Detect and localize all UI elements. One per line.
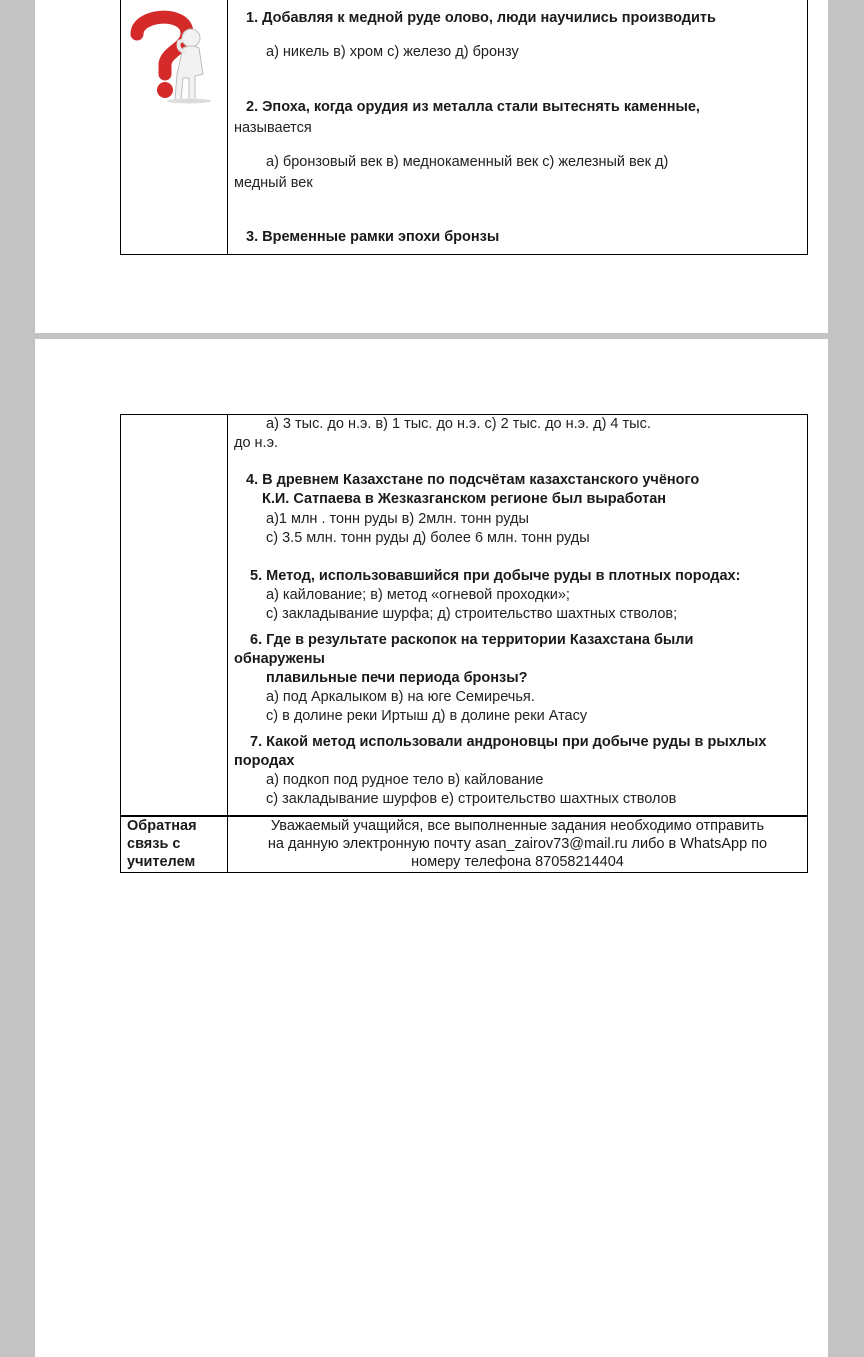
question-4-continued: К.И. Сатпаева в Жезказганском регионе был выработан — [262, 491, 667, 507]
question-6-continued-2: плавильные печи периода бронзы? — [266, 670, 528, 686]
question-3-options-continued: до н.э. — [234, 435, 279, 451]
question-6: 6. Где в результате раскопок на территории Казахстана были — [250, 632, 694, 648]
table-right-column — [228, 0, 807, 254]
question-7: 7. Какой метод использовали андроновцы при добыче руды в рыхлых — [250, 734, 767, 750]
feedback-label-line-3: учителем — [127, 854, 196, 870]
feedback-text-line-1: Уважаемый учащийся, все выполненные задания необходимо отправить — [270, 818, 765, 834]
question-4-options-2: с) 3.5 млн. тонн руды д) более 6 млн. тонн руды — [266, 530, 590, 546]
question-3-options: а) 3 тыс. до н.э. в) 1 тыс. до н.э. с) 2 тыс. до н.э. д) 4 тыс. — [266, 416, 651, 432]
table-left-column — [121, 415, 228, 816]
document-page-1 — [35, 0, 828, 333]
feedback-label-line-1: Обратная — [127, 818, 197, 834]
question-5-options-2: с) закладывание шурфа; д) строительство шахтных стволов; — [266, 606, 678, 622]
question-4-options-1: а)1 млн . тонн руды в) 2млн. тонн руды — [266, 511, 529, 527]
question-6-continued: обнаружены — [234, 651, 325, 667]
feedback-table — [120, 815, 808, 873]
feedback-text-line-3: номеру телефона 87058214404 — [411, 854, 624, 870]
question-6-options-2: с) в долине реки Иртыш д) в долине реки Атасу — [266, 708, 588, 724]
question-7-continued: породах — [234, 753, 295, 769]
question-3: 3. Временные рамки эпохи бронзы — [246, 229, 500, 245]
question-4: 4. В древнем Казахстане по подсчётам казахстанского учёного — [246, 472, 700, 488]
table-left-column — [121, 0, 228, 254]
question-mark-figure-icon — [125, 4, 217, 104]
question-6-options-1: а) под Аркалыком в) на юге Семиречья. — [266, 689, 535, 705]
question-1-options: а) никель в) хром с) железо д) бронзу — [266, 44, 519, 60]
question-2-options: а) бронзовый век в) меднокаменный век с) железный век д) — [266, 154, 669, 170]
feedback-label-line-2: связь с — [127, 836, 181, 852]
question-7-options-2: с) закладывание шурфов е) строительство шахтных стволов — [266, 791, 677, 807]
feedback-text-line-2: на данную электронную почту asan_zairov73@mail.ru либо в WhatsApp по — [267, 836, 768, 852]
question-7-options-1: а) подкоп под рудное тело в) кайлование — [266, 772, 544, 788]
feedback-label — [127, 817, 197, 871]
question-2: 2. Эпоха, когда орудия из металла стали вытеснять каменные, — [246, 99, 700, 115]
question-5-options-1: а) кайлование; в) метод «огневой проходки»; — [266, 587, 570, 603]
question-1: 1. Добавляя к медной руде олово, люди научились производить — [246, 10, 716, 26]
feedback-text — [228, 817, 807, 871]
question-5: 5. Метод, использовавшийся при добыче руды в плотных породах: — [250, 568, 741, 584]
question-2-options-continued: медный век — [234, 175, 313, 191]
questions-table-page-2 — [120, 414, 808, 817]
document-page-2 — [35, 339, 828, 1357]
feedback-text-cell — [228, 816, 807, 872]
question-2-continued: называется — [234, 120, 312, 136]
questions-table-page-1 — [120, 0, 808, 255]
feedback-label-cell — [121, 816, 228, 872]
table-right-column — [228, 415, 807, 816]
